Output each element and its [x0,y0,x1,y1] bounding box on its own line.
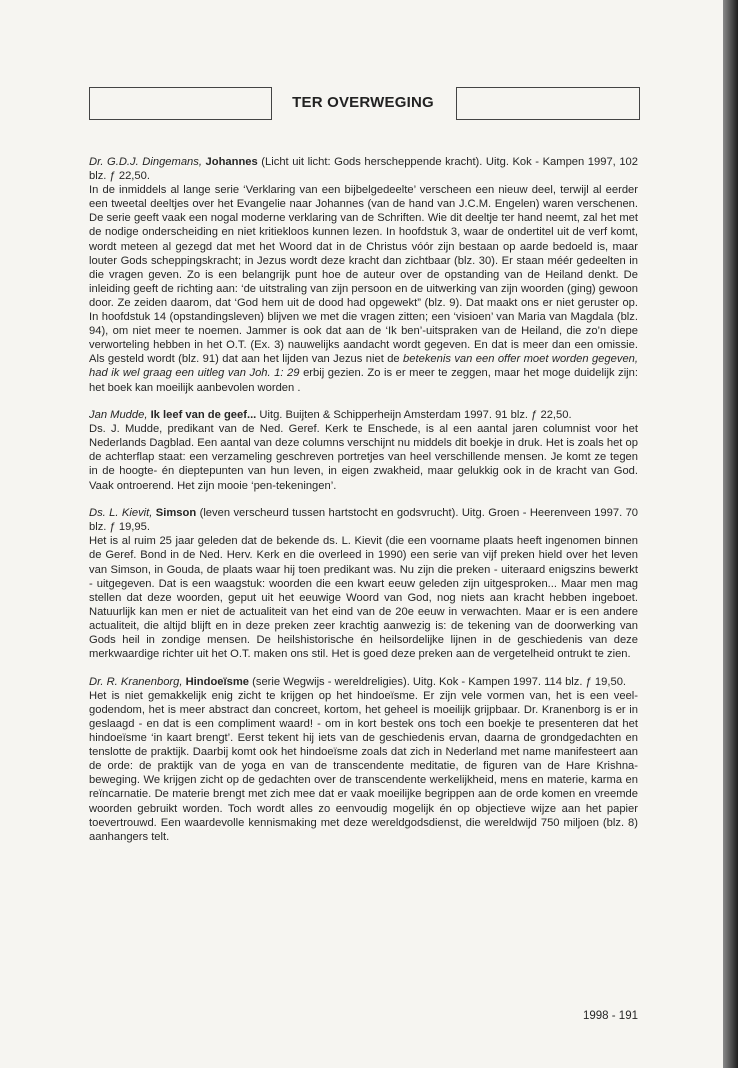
review-details: (serie Wegwijs - wereldreligies). Uitg. Kok - Kampen 1997. 114 blz. ƒ 19,50. [249,675,627,688]
review-author: Dr. R. Kranenborg, [89,675,183,688]
review-title: Johannes [205,156,258,168]
review-author: Ds. L. Kievit, [89,507,153,520]
review-details: (leven verscheurd tussen hartstocht en godsvrucht). Uitg. Groen - Heerenveen 1997. 70 blz. ƒ 19,95. [89,507,639,534]
header-box-right [456,87,640,120]
review-heading [89,506,638,534]
review-body: Het is niet gemakkelijk enig zicht te krijgen op het hindoeïsme. Er zijn vele vormen van, het is een veel-godendom, het is meer abstract dan concreet, kortom, het geheel is moeilijk grijpbaar. Dr. Kranenborg is er in geslaagd - en dat is een compliment waard! - om in kort bestek ons toch een boekje te presenteren dat het hindoeïsme ‘in kaart brengt’. Eerst tekent hij iets van de geschiedenis ervan, daarna de grondgedachten en tenslotte de praktijk. Daarbij komt ook het hindoeïsme zoals dat zich in Nederland met name manifesteert aan de orde: de praktijk van de yoga en van de transcendente meditatie, de figuren van de Hare Krishna-beweging. We krijgen zicht op de gedachten over de transcendente werkelijkheid, mens en materie, karma en reïncarnatie. De materie brengt met zich mee dat er vaak moeilijke begrippen aan de orde komen en vreemde woorden gebruikt worden. Toch wordt alles zo eenvoudig mogelijk én op objectieve wijze aan het papier toevertrouwd. Een waardevolle kennismaking met deze wereldgodsdienst, die wereldwijd 750 miljoen (blz. 8) aanhangers telt. [89,689,638,843]
review-body: Ds. J. Mudde, predikant van de Ned. Geref. Kerk te Enschede, is al een aantal jaren columnist voor het Nederlands Dagblad. Een aantal van deze columns verschijnt nu middels dit boekje in druk. Het is zoals het op de achterflap staat: een verzameling geschreven portretjes van heel verschillende mensen. Je komt ze tegen in de hoogte- én dieptepunten van hun leven, in eigen zwakheid, maar gelukkig ook in de kracht van God. Vaak ontroerend. Het zijn mooie ‘pen-tekeningen’. [89,423,638,492]
review-title: Simson [155,507,197,520]
review-details: Uitg. Buijten & Schipperheijn Amsterdam 1997. 91 blz. ƒ 22,50. [256,409,572,422]
review-title: Hindoeïsme [185,675,250,688]
review-kranenborg [89,675,638,844]
review-details: (Licht uit licht: Gods herscheppende kracht). Uitg. Kok - Kampen 1997, 102 blz. ƒ 22,50. [89,156,638,183]
review-heading [89,408,638,422]
review-heading [89,675,638,689]
page-number: 1998 - 191 [583,1010,638,1022]
reviews-column [89,155,638,857]
review-body-emphasis: betekenis van een offer moet worden gegeven, had ik wel graag een uitleg van Joh. 1: 29 [89,353,638,380]
review-body [89,183,638,394]
review-body-text: In de inmiddels al lange serie ‘Verklaring van een bijbelgedeelte’ verscheen een nieuw deel, terwijl al eerder een tweetal deeltjes over het Evangelie naar Johannes (van de hand van J.C.M. Engelen) waren verschenen. De serie geeft vaak een nogal moderne verklaring van de Schriften. Wie dit deeltje ter hand neemt, zal het met de nodige onderscheiding en niet kritiekloos kunnen lezen. In hoofdstuk 3, waar de ondertitel uit de verf komt, wordt meteen al gezegd dat met het Woord dat in de Christus vóór zijn bestaan op aarde bedoeld is, maar louter Gods scheppingskracht; in Jezus wordt deze kracht dan zichtbaar (blz. 30). Er staan méér gedeelten in die vragen geven. Zo is een belangrijk punt hoe de auteur over de opstanding van de Heiland denkt. De inleiding geeft de richting aan: ‘de uitstraling van zijn persoon en de uitwerking van zijn woorden (ging) gewoon door. Ze zeiden daarom, dat ‘God hem uit de dood had opgewekt” (blz. 9). Dat maakt ons er niet geruster op. In hoofdstuk 14 (opstandingsleven) blijven we met die vragen zitten; een ‘visioen’ van Maria van Magdala (blz. 94), om niet meer te noemen. Jammer is ook dat aan de ‘Ik ben’-uitspraken van de Heiland, die zo’n diepe verworteling hebben in het O.T. (Ex. 3) nauwelijks aandacht wordt gegeven. En dat is meer dan een omissie. Als gesteld wordt (blz. 91) dat aan het lijden van Jezus niet de [89,184,638,366]
page-edge-shadow [723,0,738,1068]
review-body: Het is al ruim 25 jaar geleden dat de bekende ds. L. Kievit (die een voorname plaats heeft ingenomen binnen de Geref. Bond in de Ned. Herv. Kerk en die overleed in 1990) een serie van vijf preken hield over het leven van Simson, in Gouda, de plaats waar hij toen predikant was. Nu zijn die preken - uiteraard enigszins bewerkt - uitgegeven. Dat is een waagstuk: woorden die een kwart eeuw geleden zijn uitgesproken... Maar men mag stellen dat deze woorden, geput uit het eeuwige Woord van God, nog niets aan kracht hebben ingeboet. Natuurlijk kan men er niet de actualiteit van het eind van de 20e eeuw in verwachten. Maar er is een andere actualiteit, die altijd blijft en in deze preken zeer krachtig aanwezig is: de tekening van de doorwerking van Gods heil in zondige mensen. De heilshistorische én heilsordelijke lijnen in de geschiedenis van deze merkwaardige richter uit het O.T. maken ons stil. Het is goed deze preken aan de vergetelheid ontrukt te zien. [89,535,638,661]
review-title: Ik leef van de geef... [150,409,257,422]
review-heading [89,155,638,183]
review-kievit [89,506,638,661]
review-author: Dr. G.D.J. Dingemans, [89,156,202,168]
review-author: Jan Mudde, [89,409,148,422]
review-mudde [89,408,638,493]
review-body-end: erbij gezien. Zo is er meer te zeggen, maar het moge duidelijk zijn: het boek kan moeilijk aanbevolen worden . [89,367,638,394]
review-dingemans [89,155,638,395]
section-title: TER OVERWEGING [292,94,434,111]
header-box-left [89,87,272,120]
